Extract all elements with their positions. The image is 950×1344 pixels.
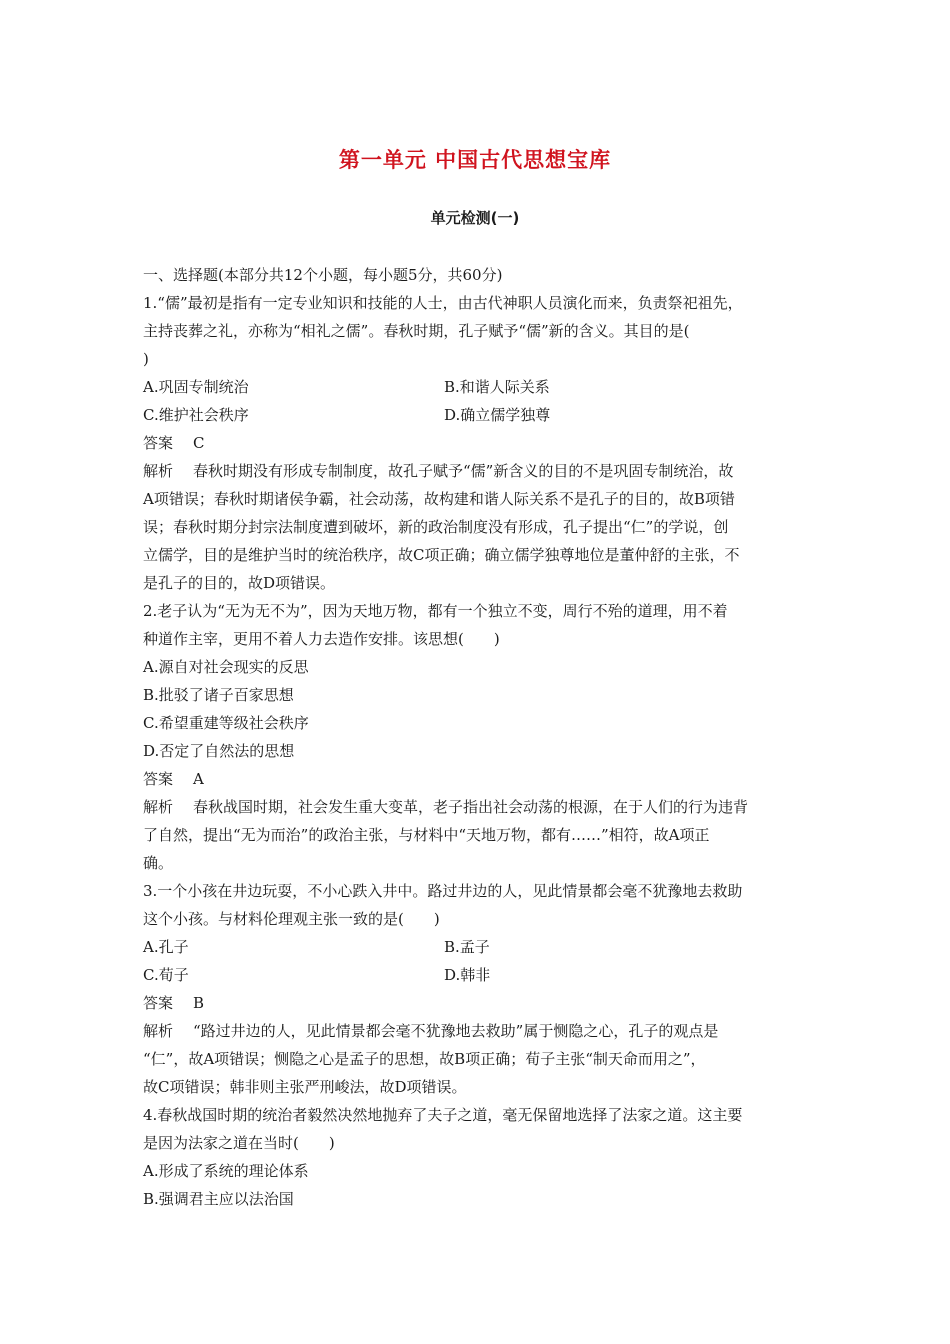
option-c: C.荀子	[143, 966, 189, 984]
option-c: C.希望重建等级社会秩序	[143, 714, 309, 732]
analysis-line	[143, 793, 813, 821]
document-body	[143, 261, 813, 1213]
analysis-line	[143, 457, 813, 485]
question-stem-line: 是因为法家之道在当时( )	[143, 1134, 335, 1152]
section-heading: 一、选择题(本部分共12个小题，每小题5分，共60分)	[143, 266, 503, 284]
question-stem-line: 2.老子认为“无为无不为”，因为天地万物，都有一个独立不变，周行不殆的道理，用不着	[143, 602, 728, 620]
answer-value: B	[193, 994, 205, 1012]
question-stem-line: 种道作主宰，更用不着人力去造作安排。该思想( )	[143, 630, 500, 648]
analysis-line: 立儒学，目的是维护当时的统治秩序，故C项正确；确立儒学独尊地位是董仲舒的主张，不	[143, 546, 740, 564]
page-title: 第一单元 中国古代思想宝库	[338, 148, 612, 172]
analysis-label: 解析	[143, 462, 174, 480]
option-d: D.韩非	[444, 966, 491, 984]
analysis-line	[143, 1017, 813, 1045]
question-stem-line: )	[143, 350, 149, 368]
answer-label: 答案	[143, 434, 174, 452]
question-stem-line: 主持丧葬之礼，亦称为“相礼之儒”。春秋时期，孔子赋予“儒”新的含义。其目的是(	[143, 322, 690, 340]
option-row	[143, 933, 813, 961]
answer-line	[143, 765, 813, 793]
option-row	[143, 961, 813, 989]
question-stem-line: 4.春秋战国时期的统治者毅然决然地抛弃了夫子之道，毫无保留地选择了法家之道。这主要	[143, 1106, 743, 1124]
analysis-text: “路过井边的人，见此情景都会毫不犹豫地去救助”属于恻隐之心，孔子的观点是	[193, 1022, 719, 1040]
analysis-line: 了自然，提出“无为而治”的政治主张，与材料中“天地万物，都有……”相符，故A项正	[143, 826, 710, 844]
analysis-line: 是孔子的目的，故D项错误。	[143, 574, 336, 592]
analysis-line: A项错误；春秋时期诸侯争霸，社会动荡，故构建和谐人际关系不是孔子的目的，故B项错	[143, 490, 735, 508]
answer-label: 答案	[143, 994, 174, 1012]
analysis-line: 误；春秋时期分封宗法制度遭到破坏，新的政治制度没有形成，孔子提出“仁”的学说，创	[143, 518, 729, 536]
question-4	[143, 1101, 813, 1213]
question-stem-line: 3.一个小孩在井边玩耍，不小心跌入井中。路过井边的人，见此情景都会毫不犹豫地去救助	[143, 882, 743, 900]
option-a: A.形成了系统的理论体系	[143, 1162, 309, 1180]
answer-line	[143, 429, 813, 457]
answer-line	[143, 989, 813, 1017]
analysis-text: 春秋战国时期，社会发生重大变革，老子指出社会动荡的根源，在于人们的行为违背	[193, 798, 749, 816]
page-subtitle: 单元检测(一)	[430, 209, 520, 227]
question-stem-line: 1.“儒”最初是指有一定专业知识和技能的人士，由古代神职人员演化而来，负责祭祀祖先，	[143, 294, 743, 312]
option-b: B.强调君主应以法治国	[143, 1190, 294, 1208]
analysis-label: 解析	[143, 1022, 174, 1040]
option-a: A.源自对社会现实的反思	[143, 658, 309, 676]
option-c: C.维护社会秩序	[143, 406, 249, 424]
analysis-label: 解析	[143, 798, 174, 816]
question-stem-line: 这个小孩。与材料伦理观主张一致的是( )	[143, 910, 440, 928]
analysis-line: “仁”，故A项错误；恻隐之心是孟子的思想，故B项正确；荀子主张“制天命而用之”，	[143, 1050, 706, 1068]
question-1	[143, 289, 813, 597]
analysis-line: 故C项错误；韩非则主张严刑峻法，故D项错误。	[143, 1078, 467, 1096]
option-a: A.巩固专制统治	[143, 378, 249, 396]
question-3	[143, 877, 813, 1101]
answer-value: C	[193, 434, 205, 452]
option-b: B.和谐人际关系	[444, 378, 550, 396]
answer-label: 答案	[143, 770, 174, 788]
answer-value: A	[193, 770, 204, 788]
option-d: D.确立儒学独尊	[444, 406, 551, 424]
question-2	[143, 597, 813, 877]
analysis-line: 确。	[143, 854, 174, 872]
option-b: B.孟子	[444, 938, 490, 956]
analysis-text: 春秋时期没有形成专制制度，故孔子赋予“儒”新含义的目的不是巩固专制统治，故	[193, 462, 734, 480]
option-row	[143, 401, 813, 429]
option-b: B.批驳了诸子百家思想	[143, 686, 294, 704]
option-d: D.否定了自然法的思想	[143, 742, 295, 760]
option-a: A.孔子	[143, 938, 189, 956]
option-row	[143, 373, 813, 401]
